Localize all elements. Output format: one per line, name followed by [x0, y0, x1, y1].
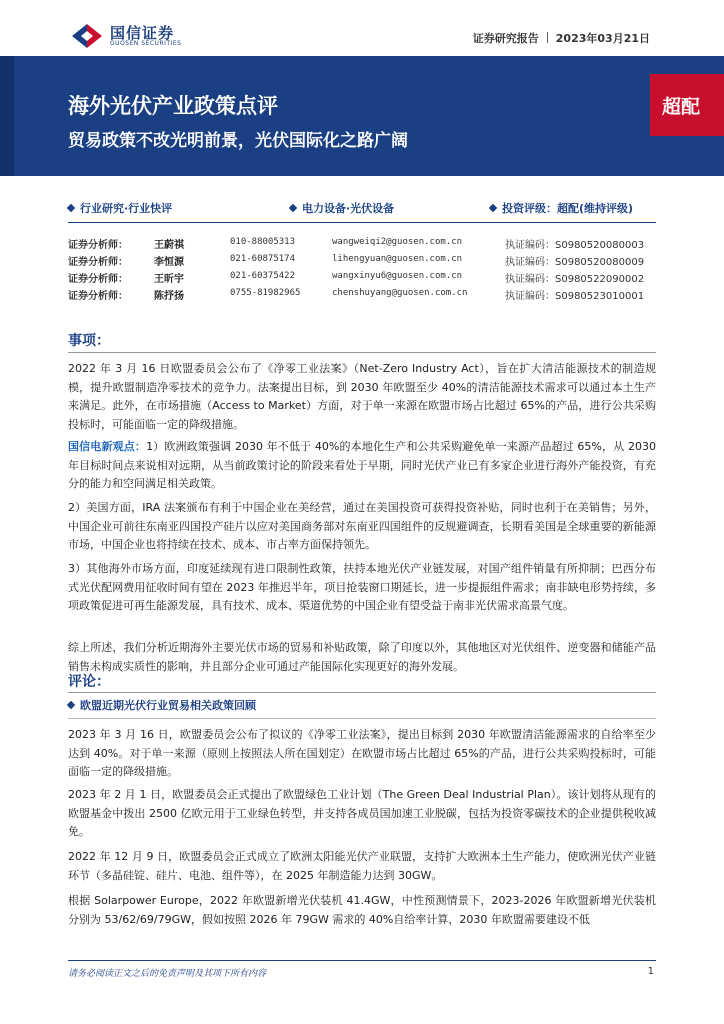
analyst-email[interactable]: lihengyuan@guosen.com.cn: [332, 254, 463, 264]
banner-stripe: [0, 56, 14, 176]
report-subtitle: 贸易政策不改光明前景，光伏国际化之路广阔: [68, 131, 408, 151]
analyst-name: 王昕宇: [154, 274, 184, 285]
category-industry: [68, 200, 172, 216]
event-paragraph-2: [68, 438, 656, 494]
analyst-phone: 0755-81982965: [230, 288, 301, 298]
category-industry-label: 行业研究·行业快评: [80, 202, 173, 215]
logo-name: 国信证券: [110, 24, 175, 42]
category-rating-label: 投资评级：超配(维持评级): [502, 202, 634, 215]
title-banner: [0, 56, 724, 176]
event-paragraph-5: 综上所述，我们分析近期海外主要光伏市场的贸易和补贴政策，除了印度以外，其他地区对光伏组件、逆变器和储能产品销售未构成实质性的影响，并且部分企业可通过产能国际化实现更好的海外发展。: [68, 641, 656, 673]
comment-heading: 评论：: [68, 674, 110, 690]
analyst-row: [68, 287, 668, 303]
event-paragraph-3: 2）美国方面，IRA 法案颁布有利于中国企业在美经营，通过在美国投资可获得投资补贴，同时也利于在美销售；另外，中国企业可前往东南亚四国投产硅片以应对美国商务部对东南亚四国组件的反规避调查，长期看美国是全球重要的新能源市场，中国企业也将持续在技术、成本、市占率方面保持领先。: [68, 501, 656, 551]
footer-divider: [68, 960, 656, 961]
company-logo: [70, 22, 190, 50]
category-sector-label: 电力设备·光伏设备: [302, 202, 395, 215]
rating-badge: [650, 74, 724, 136]
analyst-phone: 021-60875174: [230, 254, 296, 264]
rating-badge-label: 超配: [662, 96, 701, 118]
logo-mark-icon: [70, 22, 104, 50]
analyst-phone: 021-60375422: [230, 271, 296, 281]
analyst-row: [68, 270, 668, 286]
view-label: 国信电新观点：: [68, 440, 147, 453]
analyst-role: 证券分析师：: [68, 274, 128, 285]
analyst-cert: 执证编码：S0980520080003: [505, 240, 645, 251]
view-text: 1）欧洲政策强调 2030 年不低于 40%的本地化生产和公共采购避免单一来源产品超过 65%，从 2030 年目标时间点来说相对远期，从当前政策讨论的阶段来看处于早期，同时光伏产业已有多家企业进行海外产能投资，有充分的能力和空间满足相关政策。: [68, 440, 656, 490]
comment-subheading: [68, 697, 256, 713]
comment-paragraph-4: 根据 Solarpower Europe，2022 年欧盟新增光伏装机 41.4GW，中性预测情景下，2023-2026 年欧盟新增光伏装机分别为 53/62/69/79GW，假如按照 2026 年 79GW 需求的 40%自给率计算，2030 年欧盟需要建设不低: [68, 894, 656, 926]
event-paragraph-1: 2022 年 3 月 16 日欧盟委员会公布了《净零工业法案》（Net-Zero Industry Act），旨在扩大清洁能源技术的制造规模，提升欧盟制造净零技术的竞争力。法案提出目标，到 2030 年欧盟至少 40%的清洁能源技术需求可以通过本土生产来满足。此外，在市场措施（Access to Market）方面，对于单一来源在欧盟市场占比超过 65%的产品，进行公共采购投标时，可能面临一定的降级措施。: [68, 362, 656, 431]
report-type: 证券研究报告: [472, 32, 539, 45]
analyst-cert: 执证编码：S0980522090002: [505, 274, 645, 285]
analyst-name: 李恒源: [154, 257, 184, 268]
comment-divider: [68, 692, 656, 693]
report-date: 2023年03月21日: [555, 32, 650, 45]
category-rating: [490, 200, 633, 216]
analyst-role: 证券分析师：: [68, 240, 128, 251]
analyst-row: [68, 253, 668, 269]
comment-subheading-label: 欧盟近期光伏行业贸易相关政策回顾: [80, 699, 256, 712]
analyst-phone: 010-88005313: [230, 237, 296, 247]
diamond-icon: [289, 204, 297, 212]
analyst-name: 陈抒扬: [154, 291, 184, 302]
page-number: 1: [647, 966, 654, 977]
comment-paragraph-3: 2022 年 12 月 9 日，欧盟委员会正式成立了欧洲太阳能光伏产业联盟，支持扩大欧洲本土生产能力，使欧洲光伏产业链环节（多晶硅锭、硅片、电池、组件等），在 2025 年制造能力达到 30GW。: [68, 850, 656, 882]
diamond-icon: [67, 204, 75, 212]
footer-disclaimer: 请务必阅读正文之后的免责声明及其项下所有内容: [68, 969, 267, 979]
analyst-email[interactable]: chenshuyang@guosen.com.cn: [332, 288, 468, 298]
analyst-email[interactable]: wangweiqi2@guosen.com.cn: [332, 237, 463, 247]
logo-subtitle: GUOSEN SECURITIES: [110, 40, 182, 47]
comment-paragraph-1: 2023 年 3 月 16 日，欧盟委员会公布了拟议的《净零工业法案》，提出目标到 2030 年欧盟清洁能源需求的自给率至少达到 40%。对于单一来源（原则上按照法人所在国划定）在欧盟市场占比超过 65%的产品，进行公共采购投标时，可能面临一定的降级措施。: [68, 728, 656, 778]
report-title: 海外光伏产业政策点评: [68, 94, 278, 118]
diamond-icon: [67, 701, 75, 709]
analyst-name: 王蔚祺: [154, 240, 184, 251]
report-meta: [473, 30, 650, 46]
diamond-icon: [489, 204, 497, 212]
analyst-role: 证券分析师：: [68, 257, 128, 268]
meta-divider: [547, 32, 548, 43]
subheading-divider: [68, 718, 656, 719]
analyst-email[interactable]: wangxinyu6@guosen.com.cn: [332, 271, 463, 281]
analyst-cert: 执证编码：S0980520080009: [505, 257, 645, 268]
category-divider: [68, 222, 656, 223]
comment-paragraph-2: 2023 年 2 月 1 日，欧盟委员会正式提出了欧盟绿色工业计划（The Green Deal Industrial Plan）。该计划将从现有的欧盟基金中拨出 2500 亿欧元用于工业绿色转型，并支持各成员国加速工业脱碳，包括为投资零碳技术的企业提供税收减免。: [68, 788, 656, 838]
event-paragraph-4: 3）其他海外市场方面，印度延续现有进口限制性政策，扶持本地光伏产业链发展，对国产组件销量有所抑制；巴西分布式光伏配网费用征收时间有望在 2023 年推迟半年，项目抢装窗口期延长，进一步提振组件需求；南非缺电形势持续，多项政策促进可再生能源发展，具有技术、成本、渠道优势的中国企业有望受益于南非光伏需求高景气度。: [68, 562, 656, 612]
category-sector: [290, 200, 394, 216]
event-divider: [68, 352, 656, 353]
event-heading: 事项：: [68, 333, 110, 349]
analyst-role: 证券分析师：: [68, 291, 128, 302]
analyst-row: [68, 236, 668, 252]
analyst-cert: 执证编码：S0980523010001: [505, 291, 645, 302]
